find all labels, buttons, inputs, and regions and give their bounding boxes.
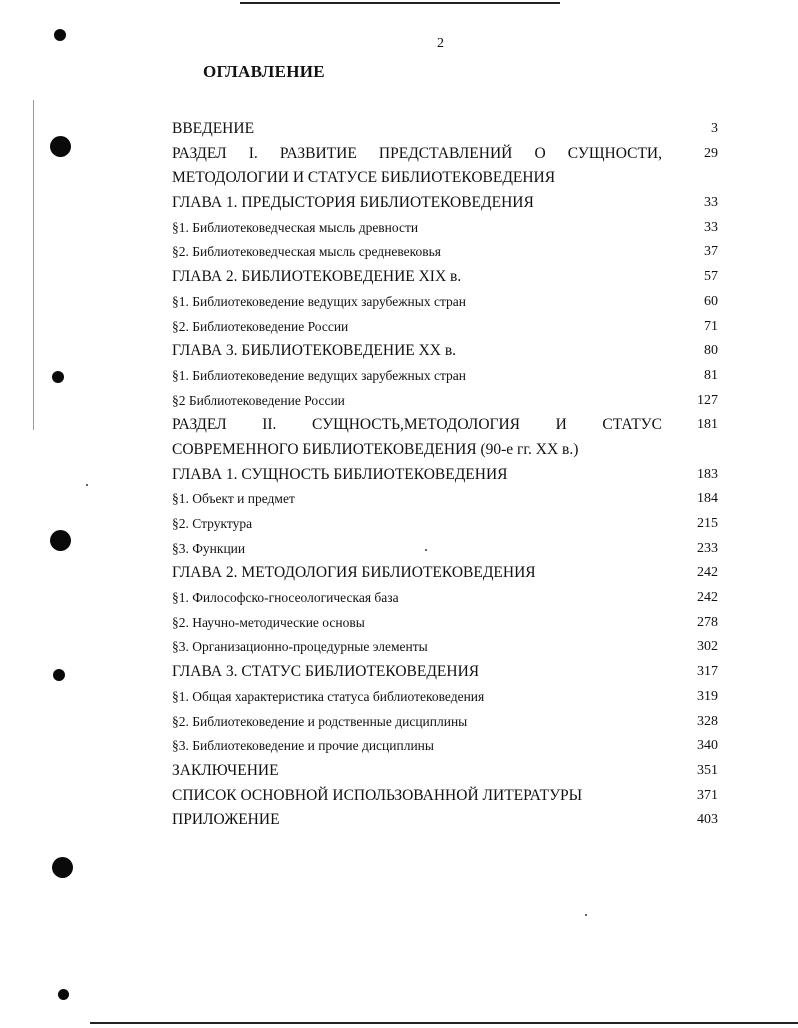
toc-section-entry bbox=[172, 365, 718, 390]
table-of-contents bbox=[172, 118, 718, 834]
toc-entry-page: 302 bbox=[697, 639, 718, 655]
toc-heading-entry bbox=[172, 464, 718, 489]
toc-section-entry bbox=[172, 538, 718, 563]
toc-entry-title: ПРИЛОЖЕНИЕ bbox=[172, 811, 280, 829]
toc-entry-title: ГЛАВА 1. ПРЕДЫСТОРИЯ БИБЛИОТЕКОВЕДЕНИЯ bbox=[172, 194, 534, 212]
toc-entry-page: 403 bbox=[697, 812, 718, 828]
toc-entry-title: §1. Общая характеристика статуса библиотековедения bbox=[172, 688, 485, 704]
toc-entry-title: §3. Библиотековедение и прочие дисциплины bbox=[172, 738, 434, 754]
toc-heading-entry bbox=[172, 760, 718, 785]
toc-entry-title: ГЛАВА 3. БИБЛИОТЕКОВЕДЕНИЕ XX в. bbox=[172, 342, 457, 360]
toc-entry-page: 319 bbox=[697, 688, 718, 704]
margin-rule bbox=[33, 100, 34, 430]
toc-entry-title: §2. Структура bbox=[172, 516, 253, 532]
toc-entry-page: 242 bbox=[697, 565, 718, 581]
toc-entry-page: 233 bbox=[697, 540, 718, 556]
toc-entry-title: §3. Организационно-процедурные элементы bbox=[172, 639, 428, 655]
toc-entry-page: 242 bbox=[697, 590, 718, 606]
toc-entry-title: ГЛАВА 3. СТАТУС БИБЛИОТЕКОВЕДЕНИЯ bbox=[172, 663, 480, 681]
toc-entry-page: 71 bbox=[704, 318, 718, 334]
binder-hole bbox=[54, 29, 66, 41]
toc-entry-title: §2. Библиотековедение и родственные дисциплины bbox=[172, 713, 468, 729]
toc-entry-title: РАЗДЕЛ II. СУЩНОСТЬ,МЕТОДОЛОГИЯ И СТАТУС СОВРЕМЕННОГО БИБЛИОТЕКОВЕДЕНИЯ (90-е гг. XX в.) bbox=[172, 416, 662, 458]
toc-heading-entry bbox=[172, 562, 718, 587]
toc-section-entry bbox=[172, 217, 718, 242]
toc-entry-page: 371 bbox=[697, 787, 718, 803]
toc-section-entry bbox=[172, 291, 718, 316]
toc-section-entry bbox=[172, 711, 718, 736]
toc-heading-entry bbox=[172, 809, 718, 834]
toc-entry-page: 60 bbox=[704, 293, 718, 309]
toc-entry-page: 317 bbox=[697, 664, 718, 680]
toc-entry-page: 278 bbox=[697, 614, 718, 630]
toc-entry-title: §2. Научно-методические основы bbox=[172, 614, 365, 630]
toc-entry-page: 3 bbox=[711, 121, 718, 136]
toc-entry-title: ГЛАВА 1. СУЩНОСТЬ БИБЛИОТЕКОВЕДЕНИЯ bbox=[172, 465, 508, 483]
toc-heading-entry bbox=[172, 266, 718, 291]
toc-section-entry bbox=[172, 636, 718, 661]
binder-hole bbox=[50, 136, 71, 157]
toc-entry-page: 33 bbox=[704, 219, 718, 235]
toc-heading-entry bbox=[172, 118, 718, 143]
toc-heading-entry bbox=[172, 785, 718, 810]
toc-entry-title: ЗАКЛЮЧЕНИЕ bbox=[172, 761, 279, 779]
scan-speck bbox=[585, 914, 587, 916]
toc-section-entry bbox=[172, 686, 718, 711]
toc-entry-page: 351 bbox=[697, 762, 718, 778]
toc-section-entry bbox=[172, 316, 718, 341]
toc-entry-page: 57 bbox=[704, 269, 718, 285]
toc-entry-title: §2. Библиотековедческая мысль средневековья bbox=[172, 244, 441, 260]
toc-entry-page: 33 bbox=[704, 195, 718, 211]
toc-section-entry bbox=[172, 513, 718, 538]
toc-entry-page: 127 bbox=[697, 392, 718, 408]
binder-hole bbox=[50, 530, 71, 551]
toc-entry-title: ГЛАВА 2. БИБЛИОТЕКОВЕДЕНИЕ XIX в. bbox=[172, 268, 462, 286]
toc-entry-title: §1. Философско-гносеологическая база bbox=[172, 590, 399, 606]
toc-section-entry bbox=[172, 241, 718, 266]
scan-speck bbox=[86, 484, 88, 486]
toc-entry-title: СПИСОК ОСНОВНОЙ ИСПОЛЬЗОВАННОЙ ЛИТЕРАТУРЫ bbox=[172, 786, 583, 804]
binder-hole bbox=[58, 989, 69, 1000]
toc-entry-title: §3. Функции bbox=[172, 540, 246, 556]
toc-entry-title: §1. Библиотековедение ведущих зарубежных стран bbox=[172, 293, 466, 309]
toc-entry-title: РАЗДЕЛ I. РАЗВИТИЕ ПРЕДСТАВЛЕНИЙ О СУЩНОСТИ, МЕТОДОЛОГИИ И СТАТУСЕ БИБЛИОТЕКОВЕДЕНИЯ bbox=[172, 144, 662, 187]
toc-entry-title: ГЛАВА 2. МЕТОДОЛОГИЯ БИБЛИОТЕКОВЕДЕНИЯ bbox=[172, 564, 536, 582]
toc-entry-title: §2. Библиотековедение России bbox=[172, 318, 349, 334]
toc-entry-page: 181 bbox=[697, 417, 718, 433]
toc-entry-page: 37 bbox=[704, 244, 718, 260]
toc-section-entry bbox=[172, 612, 718, 637]
binder-hole bbox=[52, 857, 73, 878]
toc-entry-page: 328 bbox=[697, 713, 718, 729]
toc-section-entry bbox=[172, 735, 718, 760]
binder-hole bbox=[53, 669, 65, 681]
toc-entry-title: §1. Объект и предмет bbox=[172, 491, 295, 507]
toc-section-entry bbox=[172, 488, 718, 513]
page-title: ОГЛАВЛЕНИЕ bbox=[203, 62, 325, 81]
toc-entry-page: 80 bbox=[704, 343, 718, 359]
binder-hole bbox=[52, 371, 64, 383]
scan-bottom-line bbox=[90, 1022, 798, 1024]
toc-entry-page: 29 bbox=[704, 145, 718, 161]
toc-entry-title: ВВЕДЕНИЕ bbox=[172, 120, 255, 137]
toc-heading-entry bbox=[172, 414, 718, 463]
toc-heading-entry bbox=[172, 661, 718, 686]
toc-entry-title: §2 Библиотековедение России bbox=[172, 392, 345, 408]
toc-heading-entry bbox=[172, 143, 718, 192]
toc-section-entry bbox=[172, 390, 718, 415]
toc-heading-entry bbox=[172, 192, 718, 217]
toc-entry-page: 81 bbox=[704, 367, 718, 383]
toc-entry-page: 183 bbox=[697, 466, 718, 482]
toc-entry-page: 215 bbox=[697, 516, 718, 532]
toc-heading-entry bbox=[172, 340, 718, 365]
scan-top-line bbox=[240, 2, 560, 4]
toc-entry-title: §1. Библиотековедение ведущих зарубежных стран bbox=[172, 367, 466, 383]
page-number: 2 bbox=[437, 36, 444, 51]
toc-entry-title: §1. Библиотековедческая мысль древности bbox=[172, 219, 419, 235]
toc-entry-page: 184 bbox=[697, 491, 718, 507]
toc-entry-page: 340 bbox=[697, 738, 718, 754]
toc-section-entry bbox=[172, 587, 718, 612]
